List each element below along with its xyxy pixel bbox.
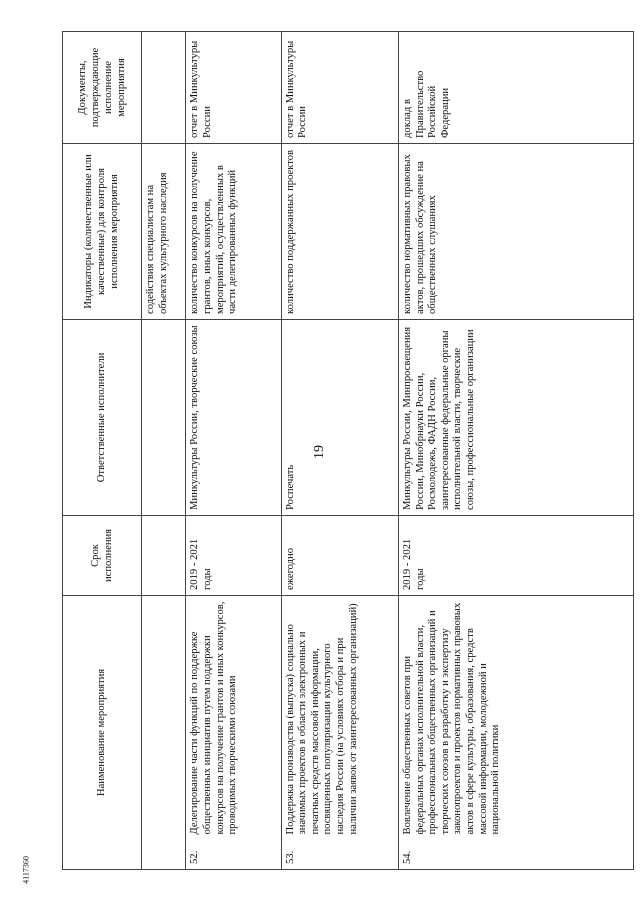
measures-table-rotated xyxy=(62,32,634,870)
cell-term xyxy=(141,515,186,595)
header-indicators: Индикаторы (количественные или качественные) для контроля исполнения мероприятия xyxy=(63,143,142,319)
header-executors: Ответственные исполнители xyxy=(63,319,142,515)
cell-indicator: содействия специалистам на объектах культурного наследия xyxy=(141,143,186,319)
cell-num: 52. xyxy=(186,840,281,870)
document-id: 4117360 xyxy=(21,856,31,884)
cell-num xyxy=(141,840,186,870)
cell-num: 53. xyxy=(281,840,398,870)
cell-executors xyxy=(141,319,186,515)
cell-document: отчет в Минкультуры России xyxy=(186,31,281,143)
cell-document: доклад в Правительство Российской Федерации xyxy=(399,31,634,143)
header-name: Наименование мероприятия xyxy=(63,595,142,869)
cell-term: 2019 - 2021 годы xyxy=(399,515,634,595)
cell-name: Поддержка производства (выпуска) социально значимых проектов в области электронных и печатных средств массовой информации, посвященных популяризации культурного наследия России (на условиях отбора и при наличии заявок от заинтересованных организаций) xyxy=(281,595,398,839)
measures-table xyxy=(62,31,634,870)
cell-name: Делегирование части функций по поддержке общественных инициатив путем поддержки конкурсов на получение грантов и иных конкурсов, проводимых творческими союзами xyxy=(186,595,281,839)
cell-executors: Минкультуры России, творческие союзы xyxy=(186,319,281,515)
cell-num: 54. xyxy=(399,840,634,870)
table-row xyxy=(186,31,281,869)
cell-indicator: количество поддержанных проектов xyxy=(281,143,398,319)
table-row-continuation xyxy=(141,31,186,869)
cell-document: отчет в Минкультуры России xyxy=(281,31,398,143)
page-number: 19 xyxy=(312,445,327,459)
header-term: Срок исполнения xyxy=(63,515,142,595)
cell-term: ежегодно xyxy=(281,515,398,595)
cell-executors: Минкультуры России, Минпросвещения России, Минобрнауки России, Росмолодежь, ФАДН России, заинтересованные федеральные органы исполнительной власти, творческие союзы, профессиональные организации xyxy=(399,319,634,515)
cell-name xyxy=(141,595,186,839)
table-row xyxy=(399,31,634,869)
cell-term: 2019 - 2021 годы xyxy=(186,515,281,595)
cell-executors: Роспечать xyxy=(281,319,398,515)
header-documents: Документы, подтверждающие исполнение мероприятия xyxy=(63,31,142,143)
cell-name: Вовлечение общественных советов при федеральных органах исполнительной власти, профессиональных общественных организаций и творческих союзов в разработку и экспертизу законопроектов и проектов нормативных правовых актов в сфере культуры, образования, средств массовой информации, молодежной и национальной политики xyxy=(399,595,634,839)
table-header-row xyxy=(63,31,142,869)
cell-document xyxy=(141,31,186,143)
cell-indicator: количество конкурсов на получение грантов, иных конкурсов, мероприятий, осуществленных в части делегированных функций xyxy=(186,143,281,319)
cell-indicator: количество нормативных правовых актов, прошедших обсуждение на общественных слушаниях xyxy=(399,143,634,319)
table-row xyxy=(281,31,398,869)
